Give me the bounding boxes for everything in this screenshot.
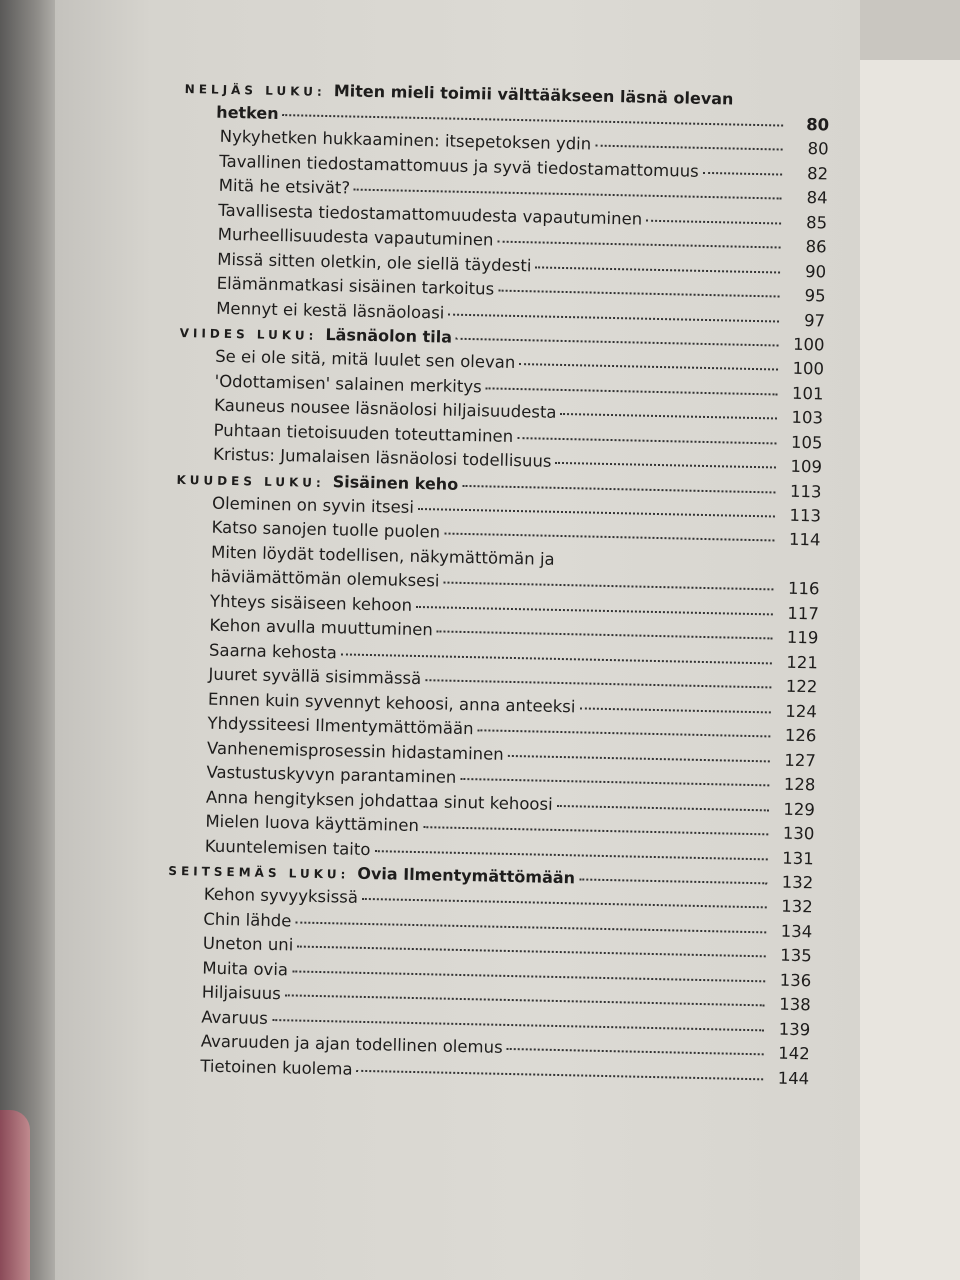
toc-entry-title: Kristus: Jumalaisen läsnäolosi todellisuus [212,444,552,471]
dot-leader [292,970,765,982]
toc-entry-title: Yhteys sisäiseen kehoon [209,591,413,615]
toc-page-number: 80 [807,139,829,159]
dot-leader [477,729,770,737]
chapter-title: Miten mieli toimii välttääkseen läsnä olevan [333,81,734,109]
adjacent-page [850,60,960,1280]
toc-entry-title: Ennen kuin syvennyt kehoosi, anna anteeksi [207,689,576,716]
toc-page-number: 136 [779,970,812,990]
toc-page-number: 113 [789,505,822,525]
dot-leader [423,826,768,835]
toc-page-number: 130 [782,823,815,844]
dot-leader [437,630,773,639]
dot-leader [498,290,779,298]
dot-leader [416,605,773,614]
toc-entry-title: Anna hengityksen johdattaa sinut kehoosi [205,787,553,814]
toc-entry-title: Juuret syvällä sisimmässä [208,664,422,689]
toc-entry-title: Yhdyssiteesi Ilmentymättömään [207,713,474,739]
dot-leader [374,850,767,860]
toc-entry-title: Uneton uni [202,933,294,955]
toc-entry-title: Katso sanojen tuolle puolen [211,517,441,542]
table-of-contents [164,78,830,1093]
toc-page-number: 86 [805,237,827,257]
toc-entry-title: Kauneus nousee läsnäolosi hiljaisuudesta [213,395,557,422]
chapter-section [177,322,825,482]
toc-entry-title: Puhtaan tietoisuuden toteuttaminen [213,420,514,446]
toc-entry-title: Avaruus [201,1007,269,1028]
toc-page-number: 132 [781,896,813,917]
book-edge-shadow [0,0,60,1280]
toc-entry-title: Murheellisuudesta vapautuminen [217,224,494,250]
dot-leader [497,241,780,249]
toc-entry-title: Tavallinen tiedostamattomuus ja syvä tiedostamattomuus [219,151,699,181]
toc-page-number: 119 [786,627,819,648]
dot-leader [579,878,767,884]
dot-leader [560,413,777,420]
toc-entry-title: Elämänmatkasi sisäinen tarkoitus [216,273,495,299]
toc-page-number: 84 [806,188,828,208]
toc-page-number: 121 [786,652,819,672]
dot-leader [462,484,775,493]
toc-page-number: 131 [782,848,814,868]
toc-page-number: 139 [778,1019,811,1039]
chapter-title-cont: hetken [216,102,279,123]
toc-page-number: 82 [806,163,829,183]
dot-leader [460,778,769,786]
chapter-label: SEITSEMÄS LUKU: [168,863,350,882]
dot-leader [595,145,783,151]
dot-leader [646,219,781,224]
toc-page-number: 127 [784,750,817,770]
toc-entry-title: Chin lähde [203,909,292,930]
toc-page-number: 142 [778,1043,810,1064]
toc-entry-title: Oleminen on syvin itsesi [211,493,415,517]
toc-entry-title: Nykyhetken hukkaaminen: itsepetoksen ydin [219,126,592,154]
dot-leader [283,114,784,126]
toc-page-number: 122 [785,676,818,697]
toc-page-number: 144 [777,1068,810,1088]
dot-leader [519,363,778,370]
chapter-section [164,860,813,1093]
dot-leader [703,171,782,175]
chapter-section [180,78,830,335]
toc-page-number: 117 [787,603,820,623]
toc-entry-title: Saarna kehosta [208,640,338,662]
chapter-label: VIIDES LUKU: [179,325,318,343]
toc-entry-title: Se ei ole sitä, mitä luulet sen olevan [214,346,516,372]
toc-entry-title: Missä sitten oletkin, ole siellä täydesti [217,249,532,275]
toc-page-number: 135 [780,945,812,966]
toc-page-number: 109 [790,456,823,477]
toc-entry-title: 'Odottamisen' salainen merkitys [214,371,482,396]
toc-page-number: 90 [804,261,827,281]
chapter-page-number: 80 [805,115,830,135]
chapter-page-number: 100 [792,334,825,355]
dot-leader [517,437,776,444]
toc-page-number: 101 [791,383,824,403]
toc-page-number: 128 [783,774,816,795]
dot-leader [295,921,766,933]
dot-leader [272,1019,764,1031]
toc-entry-title-cont: häviämättömän olemuksesi [210,566,440,591]
toc-entry-title: Tietoinen kuolema [200,1056,353,1079]
dot-leader [486,387,778,395]
toc-entry-title: Avaruuden ja ajan todellinen olemus [200,1031,503,1057]
dot-leader [362,898,767,908]
chapter-page-number: 113 [789,481,822,501]
toc-page-number: 85 [805,212,828,232]
dot-leader [557,804,769,810]
toc-entry-title: Kuuntelemisen taito [204,836,371,859]
chapter-label: KUUDES LUKU: [176,472,325,490]
toc-page-number: 103 [791,407,824,428]
toc-page-number: 105 [790,432,823,452]
thumb [0,1110,30,1280]
dot-leader [448,313,779,322]
toc-entry-title: Vanhenemisprosessin hidastaminen [206,738,504,764]
toc-page-number: 124 [785,701,818,721]
chapter-page-number: 132 [781,872,814,893]
dot-leader [357,1069,764,1080]
dot-leader [579,707,770,713]
dot-leader [444,533,774,542]
chapter-title: Ovia Ilmentymättömään [357,863,576,888]
toc-entry-title: Kehon syvyyksissä [203,884,359,907]
toc-entry-title: Mennyt ei kestä läsnäoloasi [215,298,445,322]
toc-page-number: 126 [784,725,817,746]
dot-leader [425,679,771,688]
dot-leader [507,1048,764,1055]
toc-entry-title: Vastustuskyvyn parantaminen [206,762,457,787]
dot-leader [297,946,765,958]
toc-page-number: 97 [803,310,826,330]
toc-entry-title: Mitä he etsivät? [218,175,351,198]
toc-entry-title: Hiljaisuus [201,982,282,1004]
toc-page-number: 100 [792,358,825,379]
chapter-label: NELJÄS LUKU: [184,81,326,99]
toc-entry-title: Tavallisesta tiedostamattomuudesta vapautuminen [218,200,643,229]
toc-page-number: 95 [804,286,826,306]
dot-leader [508,754,770,761]
dot-leader [443,582,773,591]
dot-leader [285,994,765,1006]
chapter-title: Läsnäolon tila [325,324,453,347]
toc-page-number: 134 [780,921,813,941]
toc-entry-title: Mielen luova käyttäminen [205,811,420,836]
toc-page-number: 116 [787,578,820,599]
dot-leader [354,189,782,200]
toc-entry-title: Muita ovia [202,958,289,979]
toc-entry-title: Kehon avulla muuttuminen [209,615,434,640]
dot-leader [341,653,772,664]
toc-page-number: 138 [779,994,811,1015]
chapter-section [169,468,822,873]
dot-leader [555,462,776,469]
dot-leader [418,507,775,516]
dot-leader [535,266,780,273]
dot-leader [456,338,779,347]
toc-entry-title: Miten löydät todellisen, näkymättömän ja [210,542,555,569]
toc-page-number: 129 [783,799,816,819]
toc-page-number: 114 [788,529,821,550]
chapter-title: Sisäinen keho [332,471,459,494]
